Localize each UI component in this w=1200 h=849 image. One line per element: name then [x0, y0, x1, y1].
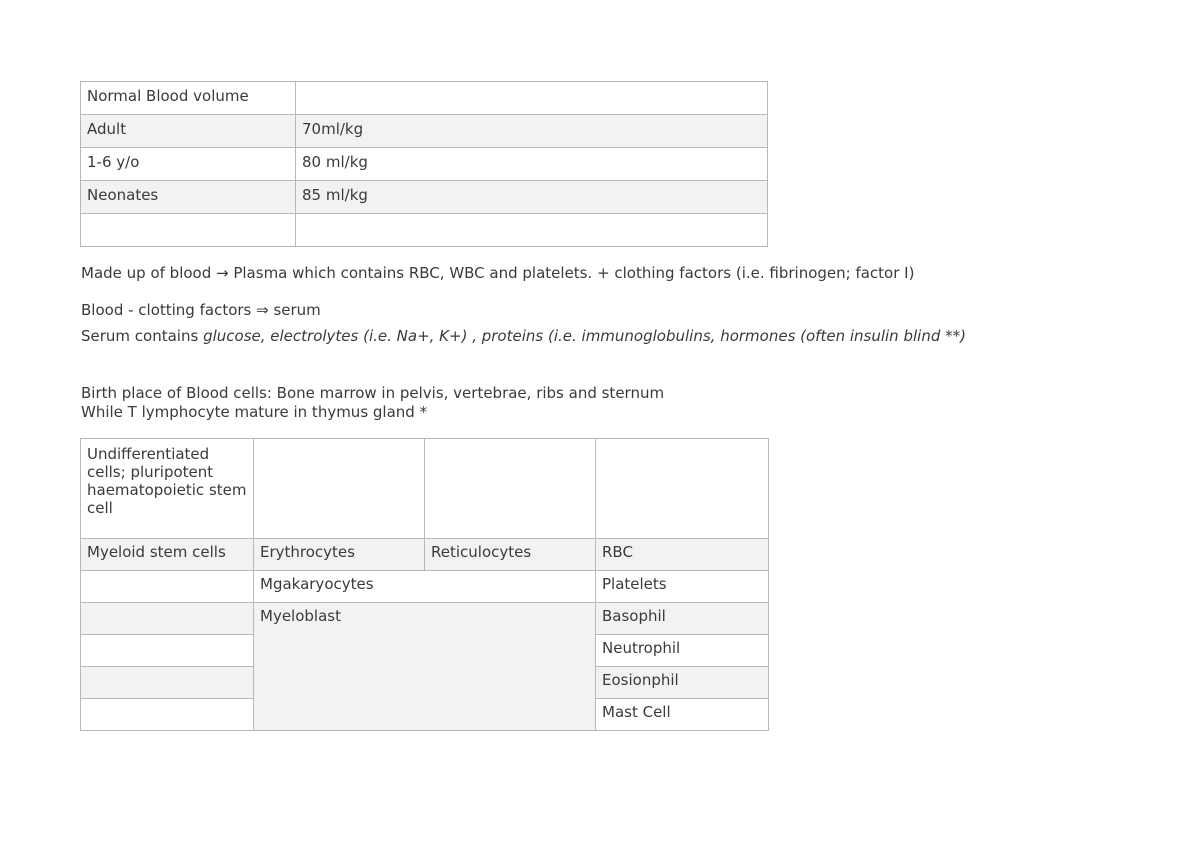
- reticulocytes-cell: Reticulocytes: [425, 539, 596, 571]
- table-cell: [81, 603, 254, 635]
- thymus-line: While T lymphocyte mature in thymus gland *: [81, 403, 428, 421]
- table-row: [81, 82, 768, 115]
- serum-contents-prefix: Serum contains: [81, 327, 204, 345]
- myeloid-cell: Myeloid stem cells: [81, 539, 254, 571]
- table-cell: 70ml/kg: [296, 115, 768, 148]
- table-cell: Adult: [81, 115, 296, 148]
- table-cell: [81, 667, 254, 699]
- table-cell: [596, 439, 769, 539]
- eosinophil-cell: Eosionphil: [596, 667, 769, 699]
- table-row: [81, 214, 768, 247]
- table-cell: [81, 214, 296, 247]
- blood-composition-paragraph: Made up of blood → Plasma which contains RBC, WBC and platelets. + clothing factors (i.e. fibrinogen; factor I): [81, 264, 915, 282]
- erythrocytes-cell: Erythrocytes: [254, 539, 425, 571]
- table-cell: [81, 699, 254, 731]
- stem-cell-cell: Undifferentiated cells; pluripotent haematopoietic stem cell: [81, 439, 254, 539]
- mast-cell-cell: Mast Cell: [596, 699, 769, 731]
- blood-cell-lineage-table: [80, 438, 769, 731]
- table-row: [81, 181, 768, 214]
- table-cell: 85 ml/kg: [296, 181, 768, 214]
- table-row: [81, 148, 768, 181]
- table-cell: [296, 214, 768, 247]
- table-cell: 1-6 y/o: [81, 148, 296, 181]
- blood-volume-table: [80, 81, 768, 247]
- platelets-cell: Platelets: [596, 571, 769, 603]
- table-row: [81, 539, 769, 571]
- myeloblast-cell: Myeloblast: [254, 603, 596, 731]
- table-cell: [81, 635, 254, 667]
- table-cell: [81, 571, 254, 603]
- table-cell: [425, 439, 596, 539]
- table-row: [81, 439, 769, 539]
- neutrophil-cell: Neutrophil: [596, 635, 769, 667]
- table-row: [81, 115, 768, 148]
- table-row: [81, 571, 769, 603]
- megakaryocytes-cell: Mgakaryocytes: [254, 571, 596, 603]
- basophil-cell: Basophil: [596, 603, 769, 635]
- table-row: [81, 603, 769, 635]
- table-cell: Neonates: [81, 181, 296, 214]
- rbc-cell: RBC: [596, 539, 769, 571]
- table-cell: [254, 439, 425, 539]
- serum-definition-line: Blood - clotting factors ⇒ serum: [81, 301, 321, 319]
- birthplace-line: Birth place of Blood cells: Bone marrow in pelvis, vertebrae, ribs and sternum: [81, 384, 665, 402]
- table-cell: [296, 82, 768, 115]
- table-cell: Normal Blood volume: [81, 82, 296, 115]
- serum-contents-list: glucose, electrolytes (i.e. Na+, K+) , proteins (i.e. immunoglobulins, hormones (often insulin blind **): [203, 327, 966, 345]
- table-cell: 80 ml/kg: [296, 148, 768, 181]
- serum-contents-line: [81, 326, 966, 346]
